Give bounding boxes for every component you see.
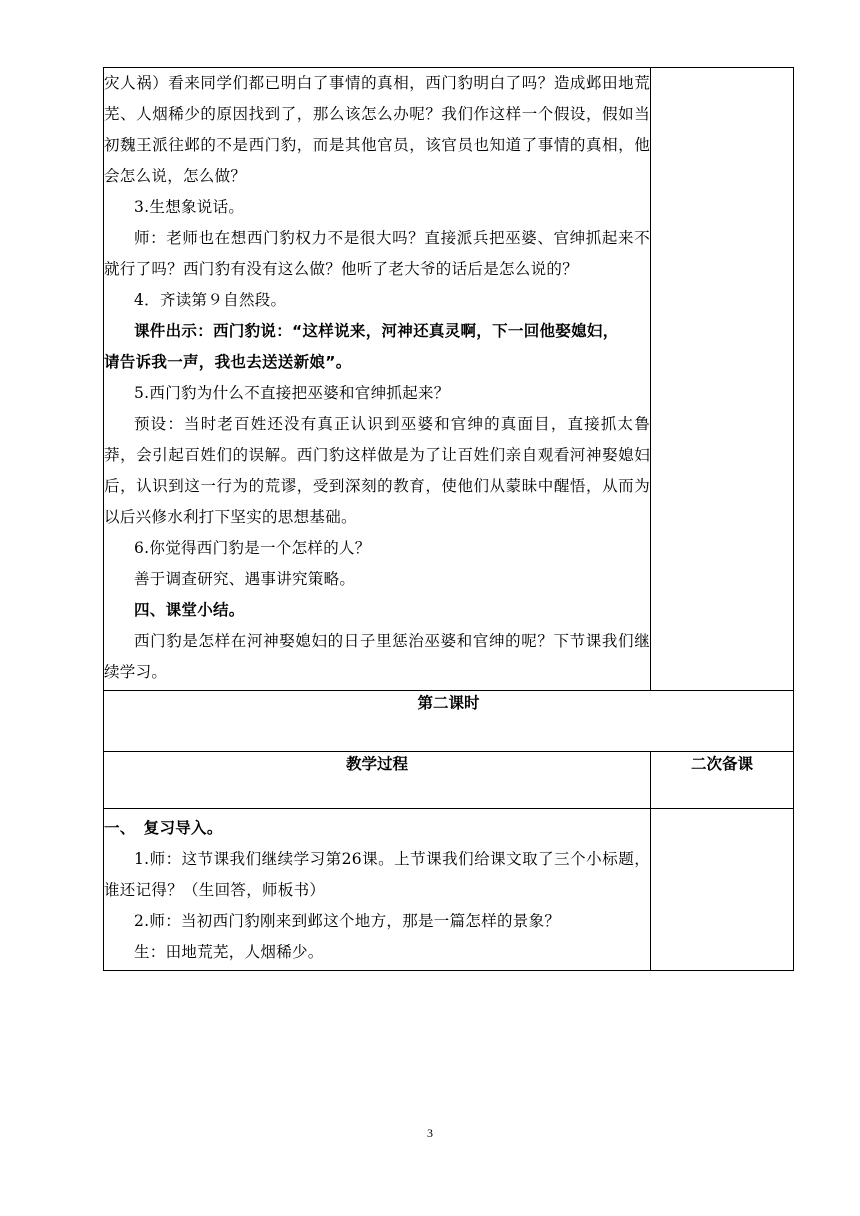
section-4-heading: 四、课堂小结。 <box>134 601 245 619</box>
paragraph-student-answer: 生：田地荒芜，人烟稀少。 <box>134 943 324 961</box>
teaching-process-cell <box>104 68 651 691</box>
second-lesson-prep-cell <box>651 809 794 971</box>
second-lesson-content-row <box>104 809 794 971</box>
section-title-row <box>104 691 794 752</box>
paragraph-disaster-reason: 灾人祸）看来同学们都已明白了事情的真相，西门豹明白了吗？造成邺田地荒芜、人烟稀少的原因找到了，那么该怎么办呢？我们作这样一个假设，假如当初魏王派往邺的不是西门豹，而是其他官员，该官员也知道了事情的真相，他会怎么说，怎么做？ <box>104 74 650 185</box>
second-lesson-process-cell <box>104 809 651 971</box>
page-number: 3 <box>427 1126 433 1140</box>
paragraph-teacher-question: 师：老师也在想西门豹权力不是很大吗？直接派兵把巫婆、官绅抓起来不就行了吗？西门豹有没有这么做？他听了老大爷的话后是怎么说的？ <box>104 229 650 278</box>
section-1-heading: 一、 复习导入。 <box>104 819 223 837</box>
step-5-heading: 5.西门豹为什么不直接把巫婆和官绅抓起来？ <box>134 384 450 402</box>
courseware-quote-line-1: 课件出示：西门豹说：“这样说来，河神还真灵啊，下一回他娶媳妇， <box>134 322 619 340</box>
section-title: 第二课时 <box>104 691 794 752</box>
continued-content-row <box>104 68 794 691</box>
lesson-plan-table <box>103 67 794 971</box>
step-4-heading: 4．齐读第９自然段。 <box>134 291 287 309</box>
courseware-quote-line-2: 请告诉我一声，我也去送送新娘”。 <box>104 353 352 371</box>
column-header-row <box>104 752 794 809</box>
paragraph-preset-answer: 预设：当时老百姓还没有真正认识到巫婆和官绅的真面目，直接抓太鲁莽，会引起百姓们的误解。西门豹这样做是为了让百姓们亲自观看河神娶媳妇后，认识到这一行为的荒谬，受到深刻的教育，使他们从蒙昧中醒悟，从而为以后兴修水利打下坚实的思想基础。 <box>104 415 650 526</box>
paragraph-teacher-scene-question: 2.师：当初西门豹刚来到邺这个地方，那是一篇怎样的景象？ <box>134 912 561 930</box>
step-6-heading: 6.你觉得西门豹是一个怎样的人？ <box>134 539 371 557</box>
paragraph-lesson-summary: 西门豹是怎样在河神娶媳妇的日子里惩治巫婆和官绅的呢？下节课我们继续学习。 <box>104 632 650 681</box>
paragraph-review-intro: 1.师：这节课我们继续学习第26课。上节课我们给课文取了三个小标题，谁还记得？（生回答，师板书） <box>104 850 650 899</box>
step-3-heading: 3.生想象说话。 <box>134 198 245 216</box>
second-prep-cell <box>651 68 794 691</box>
paragraph-character-summary: 善于调查研究、遇事讲究策略。 <box>134 570 356 588</box>
header-teaching-process: 教学过程 <box>104 752 651 809</box>
header-second-prep: 二次备课 <box>651 752 794 809</box>
